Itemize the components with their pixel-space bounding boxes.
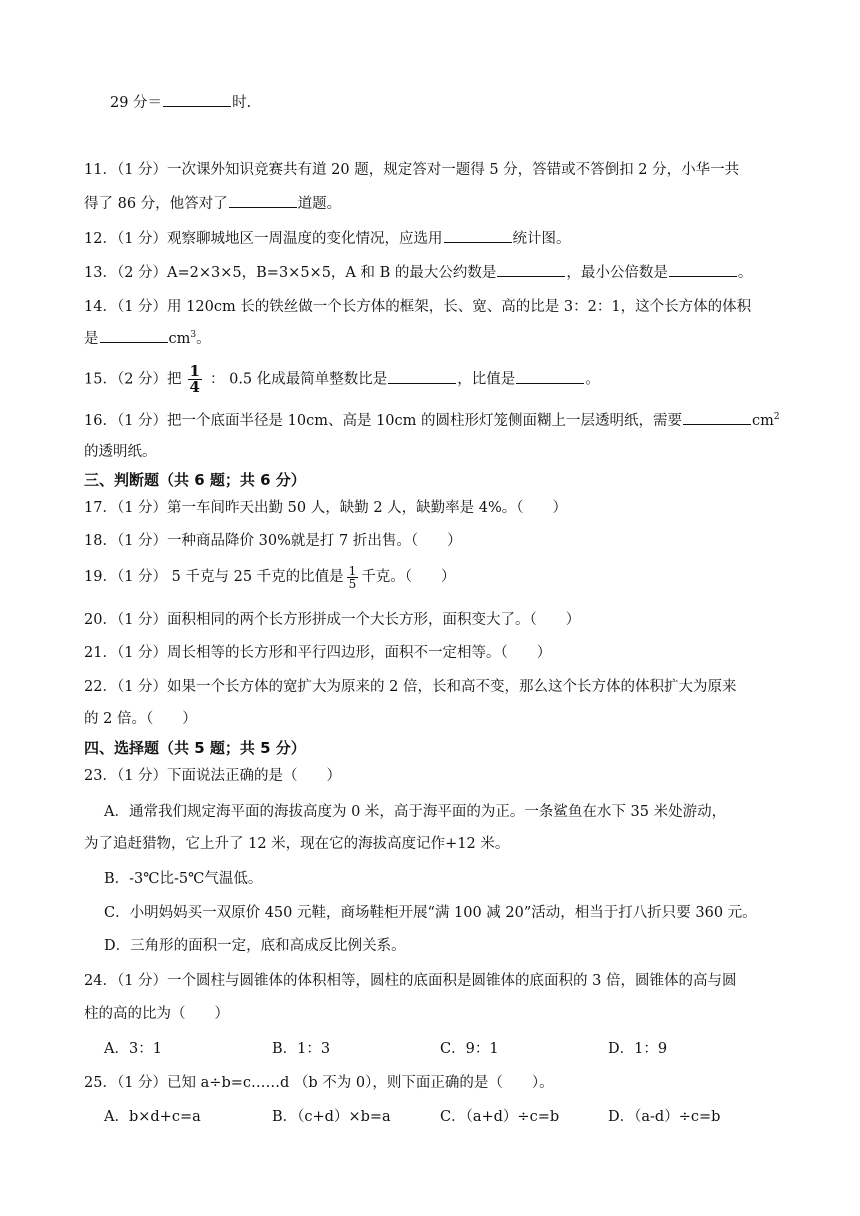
q24-options	[104, 1039, 788, 1059]
q22-line2	[84, 709, 788, 729]
q15-ratio-blank[interactable]	[388, 369, 456, 384]
q25-text: 已知 a÷b=c……d （b 不为 0），则下面正确的是（ ）。	[167, 1075, 554, 1091]
q22-text: 如果一个长方体的宽扩大为原来的 2 倍，长和高不变，那么这个长方体的体积扩大为原来	[167, 679, 737, 695]
q16-number: 16．	[84, 413, 117, 429]
q25-options	[104, 1107, 788, 1127]
q24-number: 24．	[84, 973, 117, 989]
q15-text-after: 。	[585, 371, 600, 388]
q23-option-d[interactable]	[104, 936, 788, 956]
q23-option-b-text: B．-3℃比-5℃气温低。	[104, 871, 263, 887]
q17-score: （1 分）	[116, 500, 168, 516]
q13-gcd-blank[interactable]	[497, 262, 565, 277]
q14-score: （1 分）	[116, 299, 168, 315]
q12-text-before: 观察聊城地区一周温度的变化情况，应选用	[167, 231, 443, 247]
q18-number: 18．	[84, 533, 117, 549]
q18-score: （1 分）	[116, 533, 168, 549]
q14-text: 用 120cm 长的铁丝做一个长方体的框架，长、宽、高的比是 3：2：1，这个长方体的体积	[167, 299, 752, 315]
q25-option-b[interactable]: B．（c+d）×b=a	[272, 1109, 391, 1125]
q19-score: （1 分）	[116, 569, 168, 585]
q16-line2	[84, 442, 788, 462]
q16-text: 把一个底面半径是 10cm、高是 10cm 的圆柱形灯笼侧面糊上一层透明纸，需要	[167, 413, 683, 429]
q14-answer-blank[interactable]	[100, 328, 168, 343]
q15-text-before: 把	[167, 371, 182, 388]
q25-option-a[interactable]: A．b×d+c=a	[104, 1109, 201, 1125]
q19-fraction-denominator: 5	[348, 576, 357, 591]
q11-text: 一次课外知识竞赛共有道 20 题，规定答对一题得 5 分，答错或不答倒扣 2 分，小华一共	[167, 162, 740, 178]
q23-stem	[84, 766, 788, 786]
q11-score: （1 分）	[116, 162, 168, 178]
q19-text-after: 千克。（ ）	[361, 569, 456, 585]
q14-unit: cm	[168, 331, 191, 347]
q20-line	[84, 610, 788, 630]
q21-text: 周长相等的长方形和平行四边形，面积不一定相等。（ ）	[167, 645, 552, 661]
section4-title: 四、选择题（共 5 题；共 5 分）	[84, 739, 306, 757]
q24-option-b[interactable]: B．1：3	[272, 1041, 331, 1057]
q14-line2	[84, 328, 788, 349]
q24-score: （1 分）	[116, 973, 168, 989]
q22-text-line2: 的 2 倍。（ ）	[84, 711, 197, 727]
q11-answer-blank[interactable]	[229, 193, 297, 208]
q13-line	[84, 262, 788, 283]
q25-option-c[interactable]: C．（a+d）÷c=b	[440, 1109, 560, 1125]
q15-number: 15．	[84, 371, 117, 388]
q14-unit-exponent: 3	[190, 330, 197, 341]
q23-option-b[interactable]	[104, 869, 788, 889]
q19-text-before: 5 千克与 25 千克的比值是	[167, 569, 344, 585]
q14-number: 14．	[84, 299, 117, 315]
q25-score: （1 分）	[116, 1075, 168, 1091]
q13-lcm-blank[interactable]	[669, 262, 737, 277]
q22-number: 22．	[84, 679, 117, 695]
q24-line1	[84, 971, 788, 991]
q16-unit: cm	[752, 413, 774, 429]
q19-fraction-numerator: 1	[348, 563, 357, 578]
q10-line	[110, 92, 788, 113]
q23-option-c-text: C．小明妈妈买一双原价 450 元鞋，商场鞋柜开展“满 100 减 20”活动，相当于打八折只要 360 元。	[104, 905, 757, 921]
q20-number: 20．	[84, 612, 117, 628]
q24-option-c[interactable]: C．9：1	[440, 1041, 499, 1057]
q20-text: 面积相同的两个长方形拼成一个大长方形，面积变大了。（ ）	[167, 612, 581, 628]
q11-line2	[84, 193, 788, 214]
q15-value-blank[interactable]	[516, 369, 584, 384]
q11-text-after: 道题。	[297, 196, 342, 212]
q13-number: 13．	[84, 265, 117, 281]
q21-number: 21．	[84, 645, 117, 661]
q23-text: 下面说法正确的是（ ）	[167, 768, 342, 784]
q16-text-line2: 的透明纸。	[84, 444, 157, 460]
q19-number: 19．	[84, 569, 117, 585]
q14-line1	[84, 297, 788, 317]
q15-text-middle1: 0.5 化成最简单整数比是	[229, 371, 388, 388]
q17-line	[84, 498, 788, 518]
q11-number: 11．	[84, 162, 117, 178]
q10-answer-blank[interactable]	[163, 92, 231, 107]
q15-fraction-numerator: 1	[189, 362, 200, 380]
q22-score: （1 分）	[116, 679, 168, 695]
q20-score: （1 分）	[116, 612, 168, 628]
q18-line	[84, 531, 788, 551]
q21-score: （1 分）	[116, 645, 168, 661]
q22-line1	[84, 677, 788, 697]
q10-text-after: 时.	[232, 95, 252, 111]
q15-fraction-denominator: 4	[189, 378, 200, 396]
q14-text-before: 是	[84, 331, 99, 347]
q23-option-a-text: A．通常我们规定海平面的海拔高度为 0 米，高于海平面的为正。一条鲨鱼在水下 35 米处游动，	[104, 804, 727, 820]
q16-score: （1 分）	[116, 413, 168, 429]
q15-line	[84, 364, 788, 395]
q19-fraction	[347, 565, 359, 590]
q25-number: 25．	[84, 1075, 117, 1091]
q24-option-a[interactable]: A．3：1	[104, 1041, 162, 1057]
q19-line	[84, 564, 788, 590]
q16-answer-blank[interactable]	[683, 410, 751, 425]
q11-line1	[84, 160, 788, 180]
q13-text-middle: ，最小公倍数是	[566, 265, 668, 281]
q24-option-d[interactable]: D．1：9	[608, 1041, 668, 1057]
q23-option-c[interactable]	[104, 903, 788, 923]
q23-score: （1 分）	[116, 768, 168, 784]
q16-line1	[84, 410, 788, 431]
q13-score: （2 分）	[116, 265, 168, 281]
q24-line2	[84, 1004, 788, 1024]
q21-line	[84, 643, 788, 663]
q12-score: （1 分）	[116, 231, 168, 247]
q23-option-a-text-cont: 为了追赶猎物，它上升了 12 米，现在它的海拔高度记作+12 米。	[84, 836, 510, 852]
q15-score: （2 分）	[116, 371, 168, 388]
section3-title: 三、判断题（共 6 题；共 6 分）	[84, 471, 306, 489]
q12-answer-blank[interactable]	[444, 228, 512, 243]
q18-text: 一种商品降价 30%就是打 7 折出售。（ ）	[167, 533, 462, 549]
q17-number: 17．	[84, 500, 117, 516]
q12-number: 12．	[84, 231, 117, 247]
q13-text-before: A=2×3×5，B=3×5×5，A 和 B 的最大公约数是	[167, 265, 497, 281]
q15-fraction	[188, 364, 202, 395]
q15-colon: ：	[209, 371, 225, 388]
q15-text-middle2: ，比值是	[457, 371, 516, 388]
q12-line	[84, 228, 788, 249]
q10-text-before: 29 分＝	[110, 95, 163, 111]
q24-text-line2: 柱的高的比为（ ）	[84, 1006, 229, 1022]
q17-text: 第一车间昨天出勤 50 人，缺勤 2 人，缺勤率是 4%。（ ）	[167, 500, 568, 516]
q25-option-d[interactable]: D．（a-d）÷c=b	[608, 1109, 721, 1125]
q23-number: 23．	[84, 768, 117, 784]
q13-text-after: 。	[737, 265, 753, 281]
q24-text: 一个圆柱与圆锥体的体积相等，圆柱的底面积是圆锥体的底面积的 3 倍，圆锥体的高与圆	[167, 973, 737, 989]
q23-option-a-line1[interactable]	[104, 802, 788, 822]
q23-option-a-line2[interactable]	[84, 834, 788, 854]
q23-option-d-text: D．三角形的面积一定，底和高成反比例关系。	[104, 938, 406, 954]
q14-text-after: 。	[196, 331, 211, 347]
q12-text-after: 统计图。	[512, 231, 571, 247]
q16-unit-exponent: 2	[773, 412, 780, 423]
q25-line	[84, 1073, 788, 1093]
q11-text-before: 得了 86 分，他答对了	[84, 196, 228, 212]
